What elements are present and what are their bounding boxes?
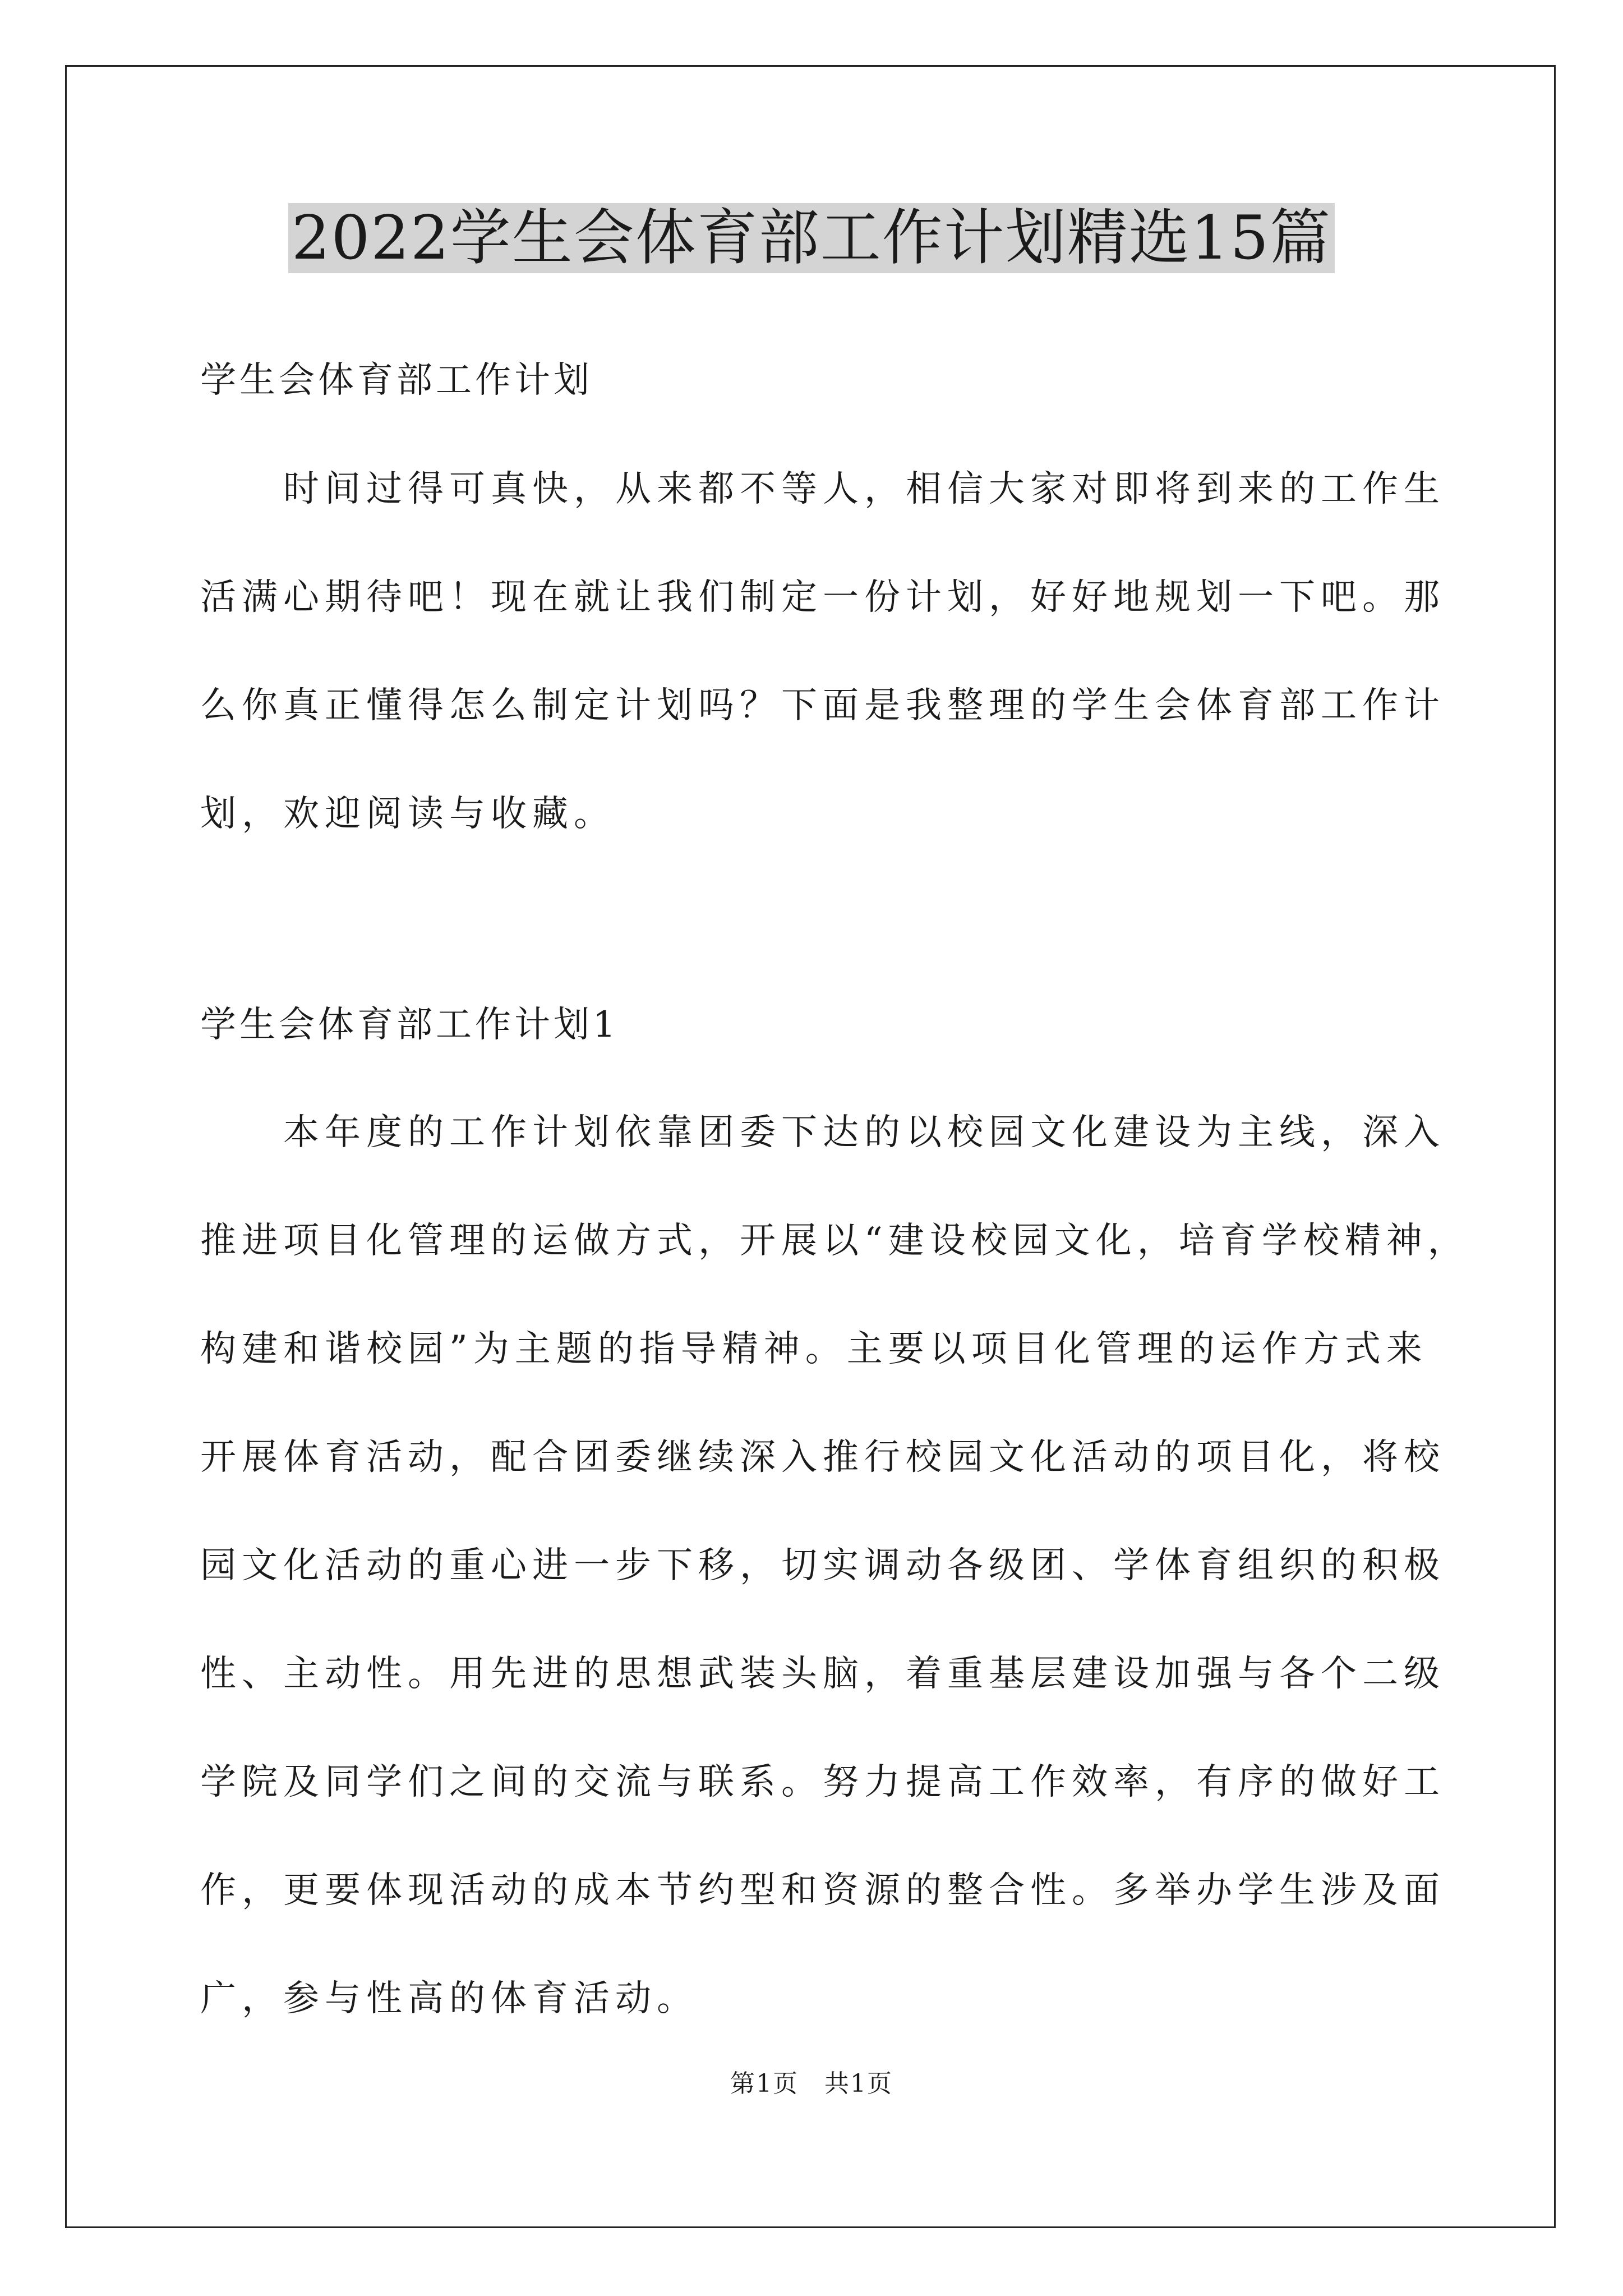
paragraph-line: 学院及同学们之间的交流与联系。努力提高工作效率，有序的做好工 — [200, 1761, 1445, 1803]
paragraph-line: 么你真正懂得怎么制定计划吗？下面是我整理的学生会体育部工作计 — [200, 685, 1445, 726]
paragraph-line: 本年度的工作计划依靠团委下达的以校园文化建设为主线，深入 — [283, 1112, 1445, 1153]
paragraph-line: 园文化活动的重心进一步下移，切实调动各级团、学体育组织的积极 — [200, 1545, 1445, 1586]
section-heading-1: 学生会体育部工作计划1 — [200, 1004, 619, 1046]
paragraph-line: 构建和谐校园”为主题的指导精神。主要以项目化管理的运作方式来 — [200, 1328, 1428, 1370]
section-1-paragraph — [200, 1079, 1469, 2053]
paragraph-line: 活满心期待吧！现在就让我们制定一份计划，好好地规划一下吧。那 — [200, 577, 1445, 618]
intro-paragraph — [200, 435, 1452, 868]
paragraph-line: 划，欢迎阅读与收藏。 — [200, 793, 615, 835]
document-title-text: 2022学生会体育部工作计划精选15篇 — [288, 203, 1335, 273]
paragraph-line: 性、主动性。用先进的思想武装头脑，着重基层建设加强与各个二级 — [200, 1653, 1445, 1695]
paragraph-line: 推进项目化管理的运做方式，开展以“建设校园文化，培育学校精神， — [200, 1220, 1469, 1262]
page-footer: 第1页 共1页 — [730, 2069, 893, 2098]
paragraph-line: 广，参与性高的体育活动。 — [200, 1978, 698, 2019]
section-heading-intro: 学生会体育部工作计划 — [200, 360, 593, 401]
document-title — [0, 196, 1623, 280]
paragraph-line: 时间过得可真快，从来都不等人，相信大家对即将到来的工作生 — [283, 468, 1445, 510]
paragraph-line: 作，更要体现活动的成本节约型和资源的整合性。多举办学生涉及面 — [200, 1870, 1445, 1911]
paragraph-line: 开展体育活动，配合团委继续深入推行校园文化活动的项目化，将校 — [200, 1437, 1445, 1478]
